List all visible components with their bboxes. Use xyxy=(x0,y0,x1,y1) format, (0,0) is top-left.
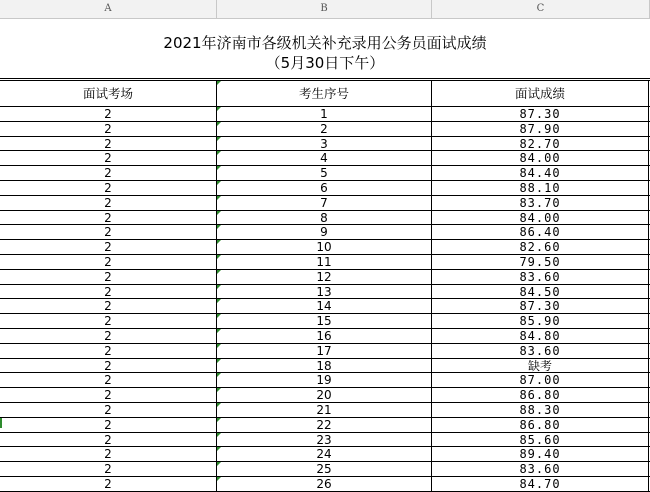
venue-cell[interactable]: 2 xyxy=(0,477,217,491)
venue-cell[interactable]: 2 xyxy=(0,418,217,432)
score-cell[interactable]: 84.40 xyxy=(432,166,649,180)
venue-cell[interactable]: 2 xyxy=(0,122,217,136)
score-cell[interactable]: 缺考 xyxy=(432,359,649,373)
venue-cell[interactable]: 2 xyxy=(0,211,217,225)
table-row xyxy=(0,240,650,255)
venue-cell[interactable]: 2 xyxy=(0,285,217,299)
seq-cell[interactable]: 11 xyxy=(217,255,432,269)
table-row xyxy=(0,137,650,152)
venue-cell[interactable]: 2 xyxy=(0,447,217,461)
green-error-indicator-icon xyxy=(217,122,221,126)
seq-cell[interactable]: 6 xyxy=(217,181,432,195)
green-error-indicator-icon xyxy=(217,255,221,259)
seq-cell[interactable]: 22 xyxy=(217,418,432,432)
venue-cell[interactable]: 2 xyxy=(0,270,217,284)
green-error-indicator-icon xyxy=(217,166,221,170)
venue-cell[interactable]: 2 xyxy=(0,225,217,239)
venue-cell[interactable]: 2 xyxy=(0,359,217,373)
seq-cell[interactable]: 15 xyxy=(217,314,432,328)
green-error-indicator-icon xyxy=(217,299,221,303)
score-cell[interactable]: 87.30 xyxy=(432,299,649,313)
table-row xyxy=(0,477,650,492)
table-row xyxy=(0,270,650,285)
seq-cell[interactable]: 4 xyxy=(217,151,432,165)
score-cell[interactable]: 83.60 xyxy=(432,270,649,284)
column-header-b[interactable]: B xyxy=(217,0,432,18)
table-row xyxy=(0,299,650,314)
green-error-indicator-icon xyxy=(217,270,221,274)
table-row xyxy=(0,211,650,226)
seq-cell[interactable]: 14 xyxy=(217,299,432,313)
score-cell[interactable]: 86.80 xyxy=(432,388,649,402)
green-error-indicator-icon xyxy=(217,359,221,363)
table-row xyxy=(0,388,650,403)
table-row xyxy=(0,181,650,196)
column-header-a[interactable]: A xyxy=(0,0,217,18)
score-cell[interactable]: 88.30 xyxy=(432,403,649,417)
score-cell[interactable]: 89.40 xyxy=(432,447,649,461)
venue-cell[interactable]: 2 xyxy=(0,462,217,476)
score-cell[interactable]: 83.60 xyxy=(432,462,649,476)
seq-cell[interactable]: 20 xyxy=(217,388,432,402)
score-cell[interactable]: 82.60 xyxy=(432,240,649,254)
score-cell[interactable]: 87.90 xyxy=(432,122,649,136)
seq-cell[interactable]: 2 xyxy=(217,122,432,136)
green-error-indicator-icon xyxy=(217,107,221,111)
green-error-indicator-icon xyxy=(217,433,221,437)
sheet-title: 2021年济南市各级机关补充录用公务员面试成绩 xyxy=(163,34,487,52)
score-cell[interactable]: 84.50 xyxy=(432,285,649,299)
venue-cell[interactable]: 2 xyxy=(0,255,217,269)
score-cell[interactable]: 83.60 xyxy=(432,344,649,358)
table-row xyxy=(0,151,650,166)
venue-cell[interactable]: 2 xyxy=(0,433,217,447)
score-table xyxy=(0,80,650,492)
table-row xyxy=(0,433,650,448)
table-row xyxy=(0,329,650,344)
table-row xyxy=(0,122,650,137)
score-cell[interactable]: 84.70 xyxy=(432,477,649,491)
venue-cell[interactable]: 2 xyxy=(0,373,217,387)
green-error-indicator-icon xyxy=(217,388,221,392)
table-row xyxy=(0,314,650,329)
seq-cell[interactable]: 16 xyxy=(217,329,432,343)
table-row xyxy=(0,359,650,374)
header-seq[interactable]: 考生序号 xyxy=(217,81,432,106)
green-error-indicator-icon xyxy=(217,151,221,155)
green-error-indicator-icon xyxy=(217,373,221,377)
green-error-indicator-icon xyxy=(217,447,221,451)
table-row xyxy=(0,418,650,433)
seq-cell[interactable]: 8 xyxy=(217,211,432,225)
table-row xyxy=(0,403,650,418)
seq-cell[interactable]: 9 xyxy=(217,225,432,239)
venue-cell[interactable]: 2 xyxy=(0,314,217,328)
green-error-indicator-icon xyxy=(217,477,221,481)
table-row xyxy=(0,344,650,359)
score-cell[interactable]: 82.70 xyxy=(432,137,649,151)
venue-cell[interactable]: 2 xyxy=(0,151,217,165)
table-row xyxy=(0,225,650,240)
score-cell[interactable]: 87.30 xyxy=(432,107,649,121)
table-row xyxy=(0,107,650,122)
score-cell[interactable]: 84.80 xyxy=(432,329,649,343)
green-error-indicator-icon xyxy=(217,418,221,422)
seq-cell[interactable]: 3 xyxy=(217,137,432,151)
row-marker-icon xyxy=(0,418,2,428)
score-cell[interactable]: 79.50 xyxy=(432,255,649,269)
seq-cell[interactable]: 7 xyxy=(217,196,432,210)
green-error-indicator-icon xyxy=(217,285,221,289)
seq-cell[interactable]: 5 xyxy=(217,166,432,180)
green-error-indicator-icon xyxy=(217,196,221,200)
venue-cell[interactable]: 2 xyxy=(0,403,217,417)
table-row xyxy=(0,255,650,270)
green-error-indicator-icon xyxy=(217,329,221,333)
seq-cell[interactable]: 25 xyxy=(217,462,432,476)
seq-cell[interactable]: 1 xyxy=(217,107,432,121)
venue-cell[interactable]: 2 xyxy=(0,166,217,180)
column-header-c[interactable]: C xyxy=(432,0,650,18)
green-error-indicator-icon xyxy=(217,314,221,318)
green-error-indicator-icon xyxy=(217,240,221,244)
seq-cell[interactable]: 13 xyxy=(217,285,432,299)
seq-cell[interactable]: 21 xyxy=(217,403,432,417)
green-error-indicator-icon xyxy=(217,462,221,466)
score-cell[interactable]: 87.00 xyxy=(432,373,649,387)
score-cell[interactable]: 84.00 xyxy=(432,151,649,165)
table-row xyxy=(0,447,650,462)
venue-cell[interactable]: 2 xyxy=(0,344,217,358)
table-row xyxy=(0,166,650,181)
venue-cell[interactable]: 2 xyxy=(0,240,217,254)
seq-cell[interactable]: 12 xyxy=(217,270,432,284)
score-cell[interactable]: 83.70 xyxy=(432,196,649,210)
seq-cell[interactable]: 24 xyxy=(217,447,432,461)
green-error-indicator-icon xyxy=(217,225,221,229)
venue-cell[interactable]: 2 xyxy=(0,388,217,402)
seq-cell[interactable]: 23 xyxy=(217,433,432,447)
score-cell[interactable]: 86.80 xyxy=(432,418,649,432)
header-score[interactable]: 面试成绩 xyxy=(432,81,649,106)
green-error-indicator-icon xyxy=(217,211,221,215)
score-cell[interactable]: 85.90 xyxy=(432,314,649,328)
header-venue[interactable]: 面试考场 xyxy=(0,81,217,106)
venue-cell[interactable]: 2 xyxy=(0,299,217,313)
venue-cell[interactable]: 2 xyxy=(0,107,217,121)
green-error-indicator-icon xyxy=(217,344,221,348)
table-row xyxy=(0,285,650,300)
venue-cell[interactable]: 2 xyxy=(0,137,217,151)
seq-cell[interactable]: 10 xyxy=(217,240,432,254)
seq-cell[interactable]: 17 xyxy=(217,344,432,358)
venue-cell[interactable]: 2 xyxy=(0,196,217,210)
green-error-indicator-icon xyxy=(217,81,221,85)
score-cell[interactable]: 85.60 xyxy=(432,433,649,447)
score-cell[interactable]: 84.00 xyxy=(432,211,649,225)
table-row xyxy=(0,373,650,388)
column-header-bar xyxy=(0,0,650,19)
green-error-indicator-icon xyxy=(217,403,221,407)
table-row xyxy=(0,196,650,211)
merged-title-cell[interactable] xyxy=(0,19,650,79)
score-cell[interactable]: 88.10 xyxy=(432,181,649,195)
seq-cell[interactable]: 18 xyxy=(217,359,432,373)
seq-cell[interactable]: 19 xyxy=(217,373,432,387)
table-header-row xyxy=(0,80,650,107)
venue-cell[interactable]: 2 xyxy=(0,329,217,343)
sheet-subtitle: （5月30日下午） xyxy=(265,54,385,72)
score-cell[interactable]: 86.40 xyxy=(432,225,649,239)
seq-cell[interactable]: 26 xyxy=(217,477,432,491)
green-error-indicator-icon xyxy=(217,181,221,185)
table-row xyxy=(0,462,650,477)
green-error-indicator-icon xyxy=(217,137,221,141)
venue-cell[interactable]: 2 xyxy=(0,181,217,195)
